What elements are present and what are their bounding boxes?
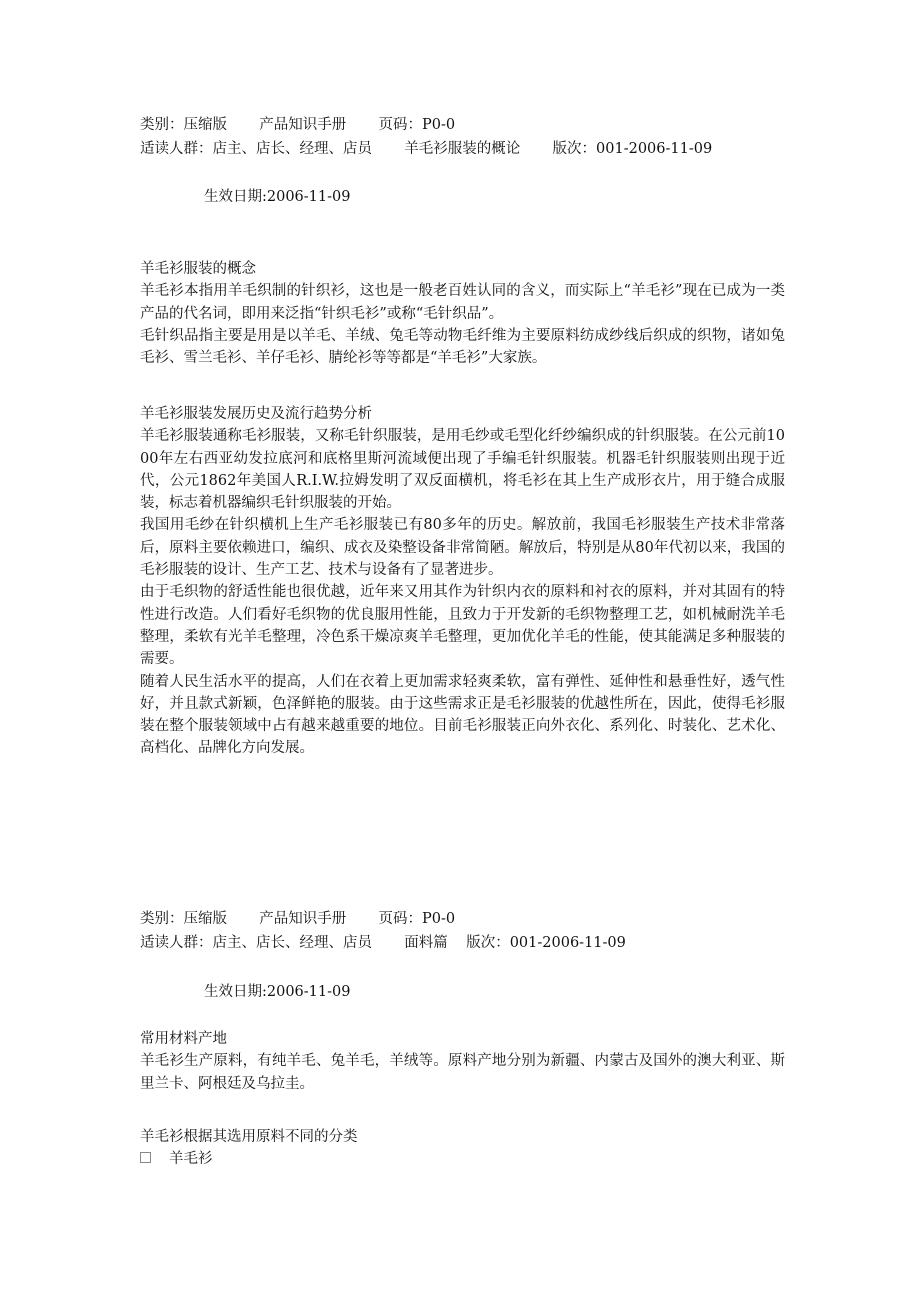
header-line-category: 类别：压缩版 产品知识手册 页码：P0-0 [140, 117, 456, 133]
section-title: 羊毛衫服装的概念 [140, 261, 256, 277]
paragraph: 羊毛衫服装通称毛衫服装，又称毛针织服装，是用毛纱或毛型化纤纱编织成的针织服装。在公元前1000年左右西亚幼发拉底河和底格里斯河流域便出现了手编毛针织服装。机器毛针织服装则出现于近代，公元1862年美国人R.I.W.拉姆发明了双反面横机，将毛衫在其上生产成形衣片，用于缝合成服装，标志着机器编织毛针织服装的开始。 [140, 428, 785, 512]
page1-section-history [140, 403, 785, 760]
page2-section-classification [140, 1126, 785, 1170]
effective-date: 生效日期:2006-11-09 [204, 984, 351, 1000]
section-title: 羊毛衫根据其选用原料不同的分类 [140, 1129, 358, 1145]
checkbox-bullet-icon [140, 1152, 151, 1163]
paragraph: 毛针织品指主要是用是以羊毛、羊绒、兔毛等动物毛纤维为主要原料纺成纱线后织成的织物，诸如兔毛衫、雪兰毛衫、羊仔毛衫、腈纶衫等等都是“羊毛衫”大家族。 [140, 327, 785, 367]
effective-date: 生效日期:2006-11-09 [204, 189, 351, 205]
page1-header [140, 113, 785, 161]
paragraph: 随着人民生活水平的提高，人们在衣着上更加需求轻爽柔软，富有弹性、延伸性和悬垂性好，透气性好，并且款式新颖，色泽鲜艳的服装。由于这些需求正是毛衫服装的优越性所在，因此，使得毛衫服装在整个服装领域中占有越来越重要的地位。目前毛衫服装正向外衣化、系列化、时装化、艺术化、高档化、品牌化方向发展。 [140, 673, 785, 757]
paragraph: 羊毛衫生产原料，有纯羊毛、兔羊毛，羊绒等。原料产地分别为新疆、内蒙古及国外的澳大利亚、斯里兰卡、阿根廷及乌拉圭。 [140, 1053, 785, 1092]
list-item [140, 1148, 785, 1170]
page2-section-origin [140, 1028, 785, 1095]
list-item-label: 羊毛衫 [169, 1151, 213, 1168]
page2-effective-date [140, 980, 785, 1004]
page2-header [140, 907, 785, 955]
section-title: 常用材料产地 [140, 1031, 227, 1047]
paragraph: 羊毛衫本指用羊毛织制的针织衫，这也是一般老百姓认同的含义，而实际上“羊毛衫”现在已成为一类产品的代名词，即用来泛指“针织毛衫”或称“毛针织品”。 [140, 283, 785, 322]
header-line-category: 类别：压缩版 产品知识手册 页码：P0-0 [140, 911, 456, 927]
section-title: 羊毛衫服装发展历史及流行趋势分析 [140, 406, 372, 422]
page1-section-concept [140, 258, 785, 369]
page1-effective-date [140, 185, 785, 209]
paragraph: 由于毛织物的舒适性能也很优越，近年来又用其作为针织内衣的原料和衬衣的原料，并对其固有的特性进行改造。人们看好毛织物的优良服用性能，且致力于开发新的毛织物整理工艺，如机械耐洗羊毛整理，柔软有光羊毛整理，冷色系干燥凉爽羊毛整理，更加优化羊毛的性能，使其能满足多种服装的需要。 [140, 584, 785, 668]
header-line-readers: 适读人群：店主、店长、经理、店员 羊毛衫服装的概论 版次：001-2006-11-09 [140, 141, 713, 157]
paragraph: 我国用毛纱在针织横机上生产毛衫服装已有80多年的历史。解放前，我国毛衫服装生产技术非常落后，原料主要依赖进口，编织、成衣及染整设备非常简陋。解放后，特别是从80年代初以来，我国的毛衫服装的设计、生产工艺、技术与设备有了显著进步。 [140, 517, 785, 579]
header-line-readers: 适读人群：店主、店长、经理、店员 面料篇 版次：001-2006-11-09 [140, 935, 626, 951]
